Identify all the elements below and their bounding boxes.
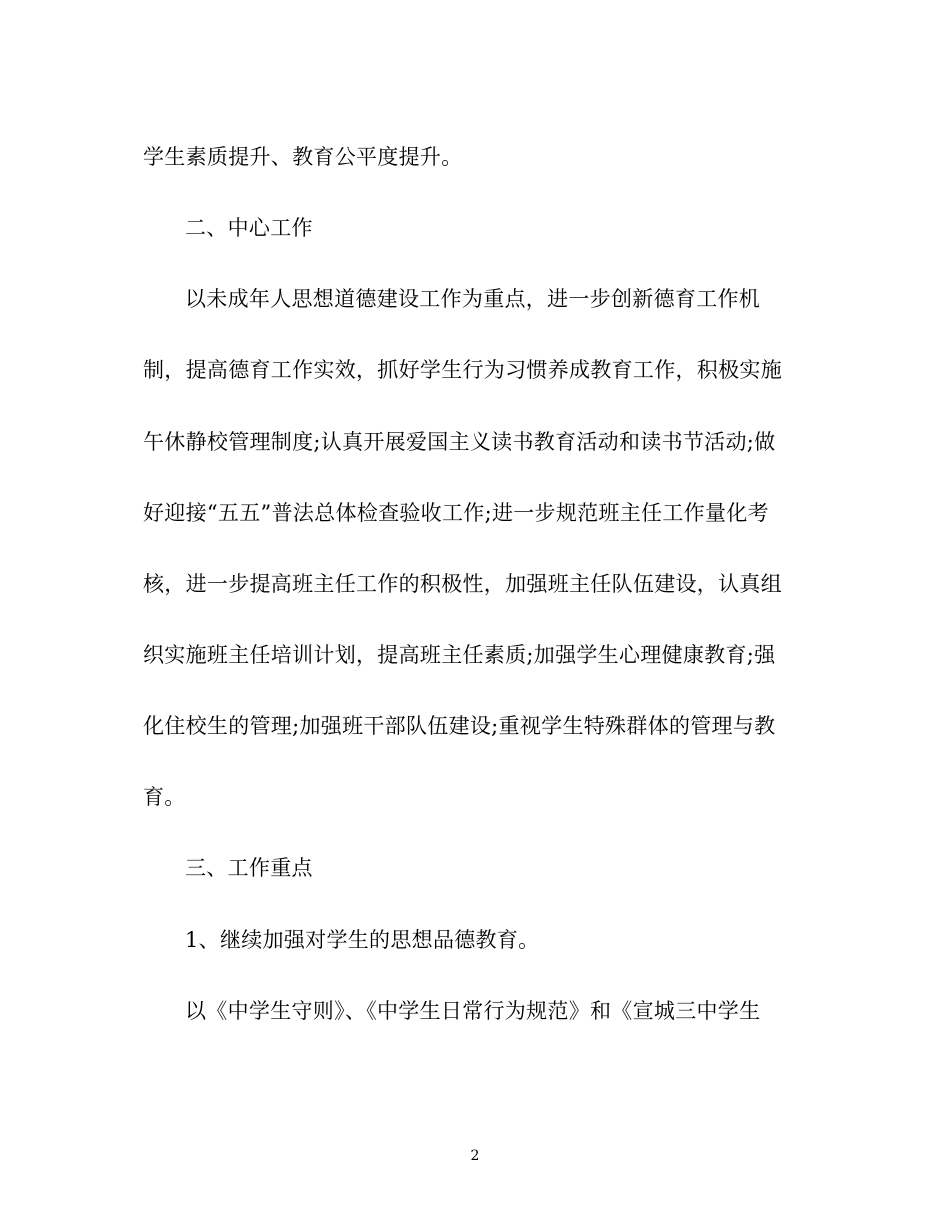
text-line: 制，提高德育工作实效，抓好学生行为习惯养成教育工作，积极实施 bbox=[143, 358, 782, 382]
text-line: 核，进一步提高班主任工作的积极性，加强班主任队伍建设，认真组 bbox=[143, 572, 782, 596]
text-line: 育。 bbox=[143, 785, 186, 809]
text-line: 午休静校管理制度;认真开展爱国主义读书教育活动和读书节活动;做 bbox=[143, 430, 776, 454]
text-line: 化住校生的管理;加强班干部队伍建设;重视学生特殊群体的管理与教 bbox=[143, 714, 776, 738]
text-line: 织实施班主任培训计划，提高班主任素质;加强学生心理健康教育;强 bbox=[143, 643, 776, 667]
text-line: 以未成年人思想道德建设工作为重点，进一步创新德育工作机 bbox=[185, 287, 761, 311]
subsection-heading: 1、继续加强对学生的思想品德教育。 bbox=[185, 928, 540, 952]
text-line: 以《中学生守则》、《中学生日常行为规范》和《宣城三中学生 bbox=[185, 999, 761, 1023]
text-line: 学生素质提升、教育公平度提升。 bbox=[143, 145, 463, 169]
section-heading: 三、工作重点 bbox=[185, 856, 313, 880]
text-line: 好迎接“五五”普法总体检查验收工作;进一步规范班主任工作量化考 bbox=[143, 501, 769, 525]
page-number: 2 bbox=[470, 1148, 480, 1164]
section-heading: 二、中心工作 bbox=[185, 216, 313, 240]
